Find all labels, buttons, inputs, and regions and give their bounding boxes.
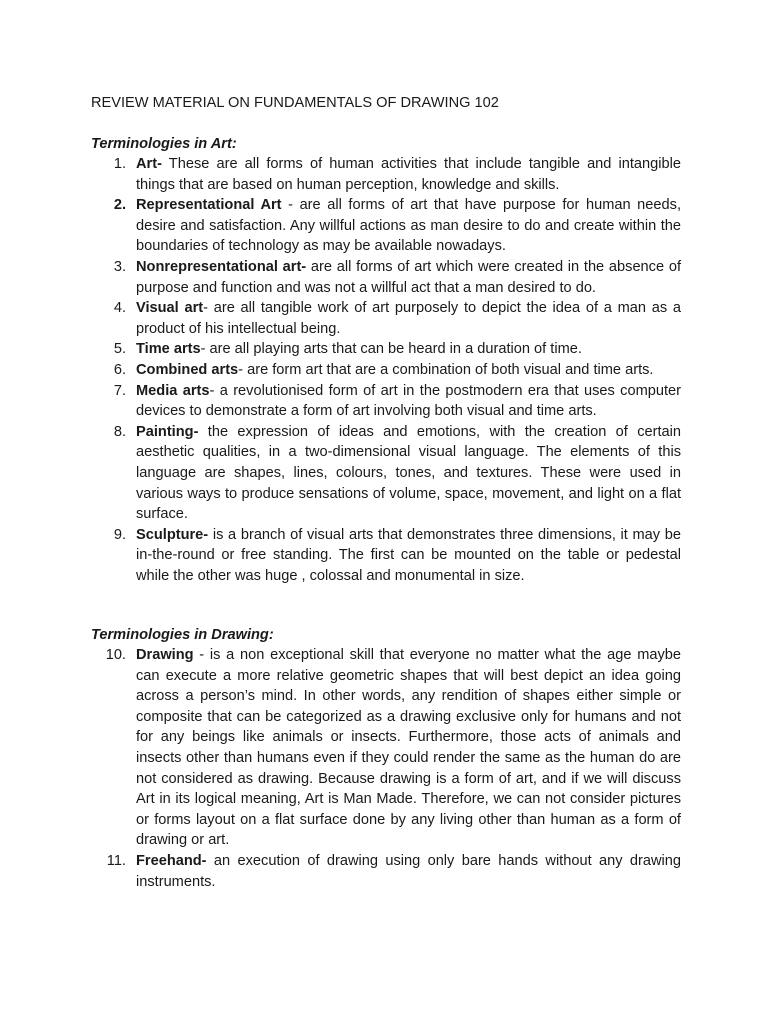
term-name: Painting- [136,423,199,440]
section-heading: Terminologies in Drawing: [91,627,274,643]
term-name: Drawing [136,647,194,663]
term-number: 8. [113,423,126,440]
term-definition: an execution of drawing using only bare hands without any drawing instruments. [136,852,681,890]
term-name: Time arts [136,341,201,358]
term-definition: - are all playing arts that can be heard in a duration of time. [200,341,582,358]
term-definition: These are all forms of human activities that include tangible and intangible things that are based on human perception, knowledge and skills. [136,156,681,193]
term-item [91,645,681,851]
section-heading: Terminologies in Art: [91,136,237,152]
term-definition: - a revolutionised form of art in the postmodern era that uses computer devices to demonstrate a form of art involving both visual and time arts. [136,382,681,420]
document-title: REVIEW MATERIAL ON FUNDAMENTALS OF DRAWING 102 [91,95,499,111]
term-definition: - are all forms of art that have purpose for human needs, desire and satisfaction. Any willful actions as man desire to do and create within the boundaries of technology as may be available nowadays. [136,197,681,255]
term-name: Art- [136,156,162,172]
term-item [91,257,681,298]
term-item [91,422,681,525]
term-item [91,381,681,422]
term-definition: are all forms of art which were created in the absence of purpose and function and was not a willful act that a man desired to do. [136,258,681,296]
term-list [91,154,681,586]
term-item [91,154,681,195]
term-item [91,298,681,339]
term-number: 10. [105,647,126,663]
term-item [91,195,681,257]
term-number: 11. [106,852,126,869]
term-number: 7. [113,382,126,399]
term-name: Visual art [136,300,204,317]
section-terminologies-in-drawing [91,625,681,892]
term-item [91,360,681,381]
term-number: 2. [113,197,126,214]
section-terminologies-in-art [91,134,681,586]
term-number: 4. [113,300,126,317]
term-item [91,339,681,360]
term-name: Media arts [136,382,210,399]
term-item [91,525,681,587]
term-name: Sculpture- [136,526,209,543]
term-definition: is a branch of visual arts that demonstrates three dimensions, it may be in-the-round or free standing. The first can be mounted on the table or pedestal while the other was huge , colossal and monumental in size. [136,526,681,584]
term-item [91,851,681,892]
term-name: Nonrepresentational art- [136,258,307,275]
term-number: 5. [113,341,126,358]
term-name: Combined arts [136,361,239,378]
term-definition: the expression of ideas and emotions, with the creation of certain aesthetic qualities, in a two-dimensional visual language. The elements of this language are shapes, lines, colours, tones, and textures. These were used in various ways to produce sensations of volume, space, movement, and light on a flat surface. [136,423,681,523]
term-name: Representational Art [136,197,282,214]
term-name: Freehand- [136,852,207,869]
term-number: 3. [113,258,126,275]
term-number: 6. [113,361,126,378]
term-definition: - are form art that are a combination of both visual and time arts. [238,361,654,378]
term-number: 1. [113,156,126,172]
term-number: 9. [113,526,126,543]
term-list [91,645,681,892]
term-definition: - is a non exceptional skill that everyone no matter what the age maybe can execute a more relative geometric shapes that will best depict an idea going across a person’s mind. In other words, any rendition of shapes either simple or composite that can be categorized as a drawing exclusive only for humans and not for any beings like animals or insects. Furthermore, those acts of animals and insects other than humans even if they could render the same as the human do are not considered as drawing. Because drawing is a form of art, and if we will discuss Art in its logical meaning, Art is Man Made. Therefore, we can not consider pictures or forms layout on a flat surface done by any living other than human as a form of drawing or art. [136,647,681,849]
term-definition: - are all tangible work of art purposely to depict the idea of a man as a product of his intellectual being. [136,300,682,337]
